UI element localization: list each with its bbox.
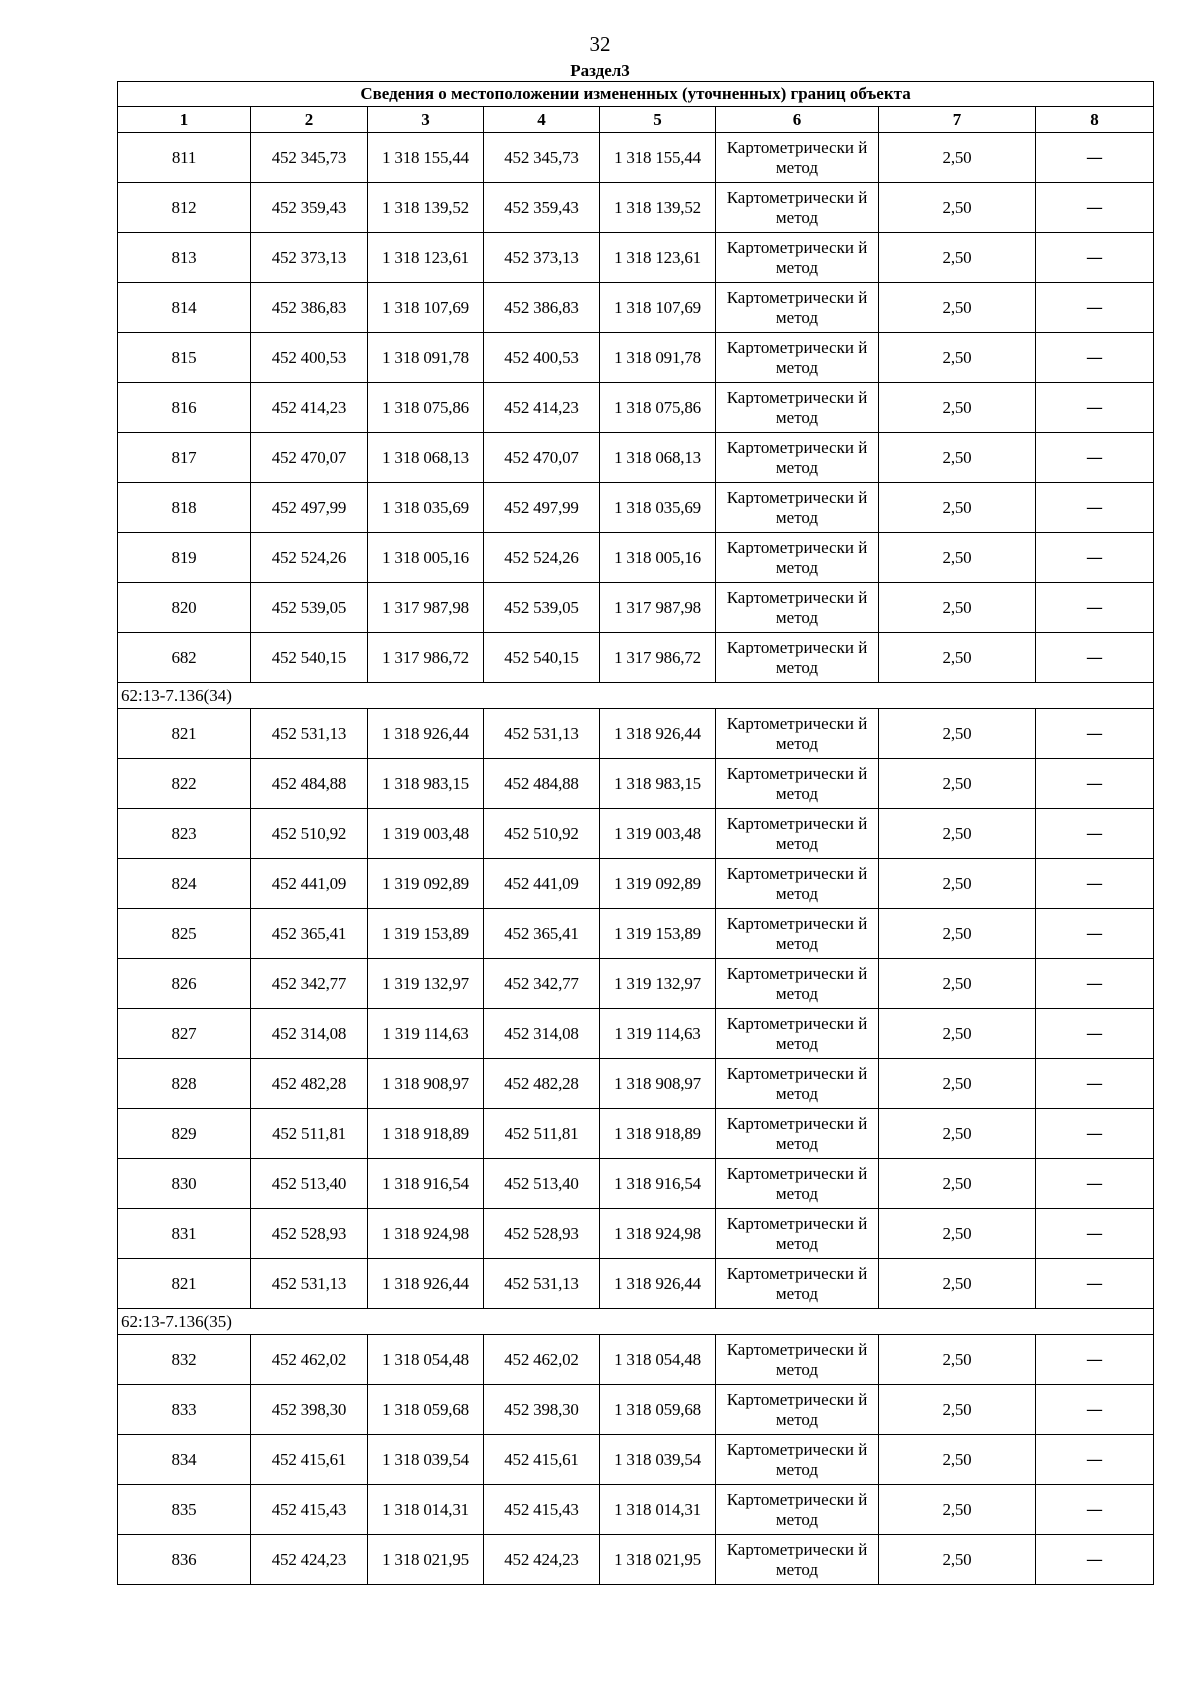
y-new-cell: 1 318 014,31 (600, 1485, 716, 1535)
x-existing-cell: 452 415,61 (251, 1435, 368, 1485)
x-existing-cell: 452 400,53 (251, 333, 368, 383)
note-cell: — (1036, 809, 1154, 859)
accuracy-cell: 2,50 (879, 1159, 1036, 1209)
accuracy-cell: 2,50 (879, 1259, 1036, 1309)
y-existing-cell: 1 319 003,48 (368, 809, 484, 859)
point-number-cell: 825 (118, 909, 251, 959)
y-existing-cell: 1 318 068,13 (368, 433, 484, 483)
note-cell: — (1036, 959, 1154, 1009)
x-existing-cell: 452 470,07 (251, 433, 368, 483)
note-cell: — (1036, 1259, 1154, 1309)
column-header: 7 (879, 107, 1036, 133)
x-new-cell: 452 531,13 (484, 1259, 600, 1309)
column-header: 1 (118, 107, 251, 133)
method-cell: Картометрически й метод (716, 533, 879, 583)
column-header: 2 (251, 107, 368, 133)
y-existing-cell: 1 318 918,89 (368, 1109, 484, 1159)
point-number-cell: 818 (118, 483, 251, 533)
column-header: 8 (1036, 107, 1154, 133)
point-number-cell: 819 (118, 533, 251, 583)
accuracy-cell: 2,50 (879, 533, 1036, 583)
table-body (118, 133, 1154, 1585)
method-cell: Картометрически й метод (716, 133, 879, 183)
table-row (118, 1109, 1154, 1159)
x-existing-cell: 452 524,26 (251, 533, 368, 583)
table-row (118, 859, 1154, 909)
x-existing-cell: 452 365,41 (251, 909, 368, 959)
point-number-cell: 814 (118, 283, 251, 333)
method-cell: Картометрически й метод (716, 1209, 879, 1259)
method-cell: Картометрически й метод (716, 283, 879, 333)
y-existing-cell: 1 318 916,54 (368, 1159, 484, 1209)
y-new-cell: 1 319 153,89 (600, 909, 716, 959)
y-new-cell: 1 317 986,72 (600, 633, 716, 683)
accuracy-cell: 2,50 (879, 1009, 1036, 1059)
y-new-cell: 1 318 068,13 (600, 433, 716, 483)
accuracy-cell: 2,50 (879, 709, 1036, 759)
accuracy-cell: 2,50 (879, 183, 1036, 233)
y-new-cell: 1 317 987,98 (600, 583, 716, 633)
point-number-cell: 836 (118, 1535, 251, 1585)
table-row (118, 483, 1154, 533)
x-existing-cell: 452 513,40 (251, 1159, 368, 1209)
y-existing-cell: 1 318 908,97 (368, 1059, 484, 1109)
accuracy-cell: 2,50 (879, 1485, 1036, 1535)
table-row (118, 1009, 1154, 1059)
x-new-cell: 452 484,88 (484, 759, 600, 809)
group-label-row (118, 1309, 1154, 1335)
y-existing-cell: 1 318 014,31 (368, 1485, 484, 1535)
x-new-cell: 452 540,15 (484, 633, 600, 683)
boundary-coordinates-table (117, 81, 1154, 1585)
method-cell: Картометрически й метод (716, 1385, 879, 1435)
x-new-cell: 452 359,43 (484, 183, 600, 233)
x-existing-cell: 452 511,81 (251, 1109, 368, 1159)
method-cell: Картометрически й метод (716, 709, 879, 759)
method-cell: Картометрически й метод (716, 1535, 879, 1585)
point-number-cell: 827 (118, 1009, 251, 1059)
x-existing-cell: 452 386,83 (251, 283, 368, 333)
y-existing-cell: 1 318 926,44 (368, 709, 484, 759)
accuracy-cell: 2,50 (879, 1435, 1036, 1485)
accuracy-cell: 2,50 (879, 1335, 1036, 1385)
x-new-cell: 452 342,77 (484, 959, 600, 1009)
y-existing-cell: 1 318 139,52 (368, 183, 484, 233)
table-row (118, 233, 1154, 283)
x-new-cell: 452 345,73 (484, 133, 600, 183)
y-existing-cell: 1 318 054,48 (368, 1335, 484, 1385)
note-cell: — (1036, 709, 1154, 759)
x-existing-cell: 452 314,08 (251, 1009, 368, 1059)
method-cell: Картометрически й метод (716, 1259, 879, 1309)
y-existing-cell: 1 318 059,68 (368, 1385, 484, 1435)
column-header: 4 (484, 107, 600, 133)
table-row (118, 333, 1154, 383)
x-new-cell: 452 415,43 (484, 1485, 600, 1535)
point-number-cell: 817 (118, 433, 251, 483)
point-number-cell: 824 (118, 859, 251, 909)
y-new-cell: 1 318 155,44 (600, 133, 716, 183)
x-new-cell: 452 373,13 (484, 233, 600, 283)
table-caption-row (118, 82, 1154, 107)
accuracy-cell: 2,50 (879, 333, 1036, 383)
x-new-cell: 452 510,92 (484, 809, 600, 859)
y-new-cell: 1 318 924,98 (600, 1209, 716, 1259)
table-row (118, 533, 1154, 583)
method-cell: Картометрически й метод (716, 233, 879, 283)
y-new-cell: 1 318 926,44 (600, 1259, 716, 1309)
y-existing-cell: 1 318 091,78 (368, 333, 484, 383)
y-new-cell: 1 319 092,89 (600, 859, 716, 909)
point-number-cell: 815 (118, 333, 251, 383)
y-existing-cell: 1 318 926,44 (368, 1259, 484, 1309)
method-cell: Картометрически й метод (716, 633, 879, 683)
table-row (118, 1209, 1154, 1259)
y-new-cell: 1 318 091,78 (600, 333, 716, 383)
y-existing-cell: 1 317 987,98 (368, 583, 484, 633)
note-cell: — (1036, 233, 1154, 283)
y-new-cell: 1 319 132,97 (600, 959, 716, 1009)
y-new-cell: 1 318 059,68 (600, 1385, 716, 1435)
point-number-cell: 816 (118, 383, 251, 433)
accuracy-cell: 2,50 (879, 233, 1036, 283)
x-existing-cell: 452 528,93 (251, 1209, 368, 1259)
note-cell: — (1036, 1159, 1154, 1209)
method-cell: Картометрически й метод (716, 1335, 879, 1385)
y-new-cell: 1 318 075,86 (600, 383, 716, 433)
x-new-cell: 452 462,02 (484, 1335, 600, 1385)
x-existing-cell: 452 462,02 (251, 1335, 368, 1385)
point-number-cell: 812 (118, 183, 251, 233)
y-existing-cell: 1 318 107,69 (368, 283, 484, 333)
table-caption: Сведения о местоположении измененных (уточненных) границ объекта (118, 82, 1154, 107)
method-cell: Картометрически й метод (716, 809, 879, 859)
point-number-cell: 832 (118, 1335, 251, 1385)
method-cell: Картометрически й метод (716, 183, 879, 233)
x-new-cell: 452 398,30 (484, 1385, 600, 1435)
table-row (118, 133, 1154, 183)
table-row (118, 183, 1154, 233)
method-cell: Картометрически й метод (716, 1009, 879, 1059)
accuracy-cell: 2,50 (879, 1385, 1036, 1435)
point-number-cell: 820 (118, 583, 251, 633)
y-new-cell: 1 319 003,48 (600, 809, 716, 859)
point-number-cell: 835 (118, 1485, 251, 1535)
x-new-cell: 452 415,61 (484, 1435, 600, 1485)
method-cell: Картометрически й метод (716, 1159, 879, 1209)
accuracy-cell: 2,50 (879, 1109, 1036, 1159)
y-existing-cell: 1 318 155,44 (368, 133, 484, 183)
x-new-cell: 452 528,93 (484, 1209, 600, 1259)
x-new-cell: 452 482,28 (484, 1059, 600, 1109)
point-number-cell: 821 (118, 709, 251, 759)
note-cell: — (1036, 1535, 1154, 1585)
y-existing-cell: 1 318 021,95 (368, 1535, 484, 1585)
method-cell: Картометрически й метод (716, 333, 879, 383)
y-new-cell: 1 318 054,48 (600, 1335, 716, 1385)
method-cell: Картометрически й метод (716, 483, 879, 533)
note-cell: — (1036, 1209, 1154, 1259)
column-header: 5 (600, 107, 716, 133)
y-existing-cell: 1 318 924,98 (368, 1209, 484, 1259)
table-row (118, 759, 1154, 809)
y-new-cell: 1 318 035,69 (600, 483, 716, 533)
method-cell: Картометрически й метод (716, 859, 879, 909)
y-new-cell: 1 318 908,97 (600, 1059, 716, 1109)
x-existing-cell: 452 414,23 (251, 383, 368, 433)
accuracy-cell: 2,50 (879, 433, 1036, 483)
x-new-cell: 452 365,41 (484, 909, 600, 959)
x-existing-cell: 452 424,23 (251, 1535, 368, 1585)
table-header-row (118, 107, 1154, 133)
accuracy-cell: 2,50 (879, 583, 1036, 633)
note-cell: — (1036, 1385, 1154, 1435)
y-existing-cell: 1 318 123,61 (368, 233, 484, 283)
x-existing-cell: 452 510,92 (251, 809, 368, 859)
column-header: 6 (716, 107, 879, 133)
x-new-cell: 452 524,26 (484, 533, 600, 583)
point-number-cell: 834 (118, 1435, 251, 1485)
x-new-cell: 452 511,81 (484, 1109, 600, 1159)
point-number-cell: 833 (118, 1385, 251, 1435)
method-cell: Картометрически й метод (716, 1435, 879, 1485)
note-cell: — (1036, 533, 1154, 583)
x-existing-cell: 452 345,73 (251, 133, 368, 183)
x-new-cell: 452 386,83 (484, 283, 600, 333)
method-cell: Картометрически й метод (716, 383, 879, 433)
group-label-row (118, 683, 1154, 709)
point-number-cell: 831 (118, 1209, 251, 1259)
note-cell: — (1036, 1009, 1154, 1059)
note-cell: — (1036, 183, 1154, 233)
accuracy-cell: 2,50 (879, 809, 1036, 859)
method-cell: Картометрически й метод (716, 759, 879, 809)
table-row (118, 383, 1154, 433)
x-new-cell: 452 424,23 (484, 1535, 600, 1585)
x-new-cell: 452 400,53 (484, 333, 600, 383)
x-new-cell: 452 314,08 (484, 1009, 600, 1059)
table-row (118, 959, 1154, 1009)
table-row (118, 709, 1154, 759)
cadastral-group-label: 62:13-7.136(35) (118, 1309, 1154, 1335)
y-new-cell: 1 318 983,15 (600, 759, 716, 809)
x-existing-cell: 452 531,13 (251, 709, 368, 759)
note-cell: — (1036, 759, 1154, 809)
y-existing-cell: 1 318 035,69 (368, 483, 484, 533)
y-new-cell: 1 318 005,16 (600, 533, 716, 583)
table-row (118, 909, 1154, 959)
x-new-cell: 452 497,99 (484, 483, 600, 533)
table-row (118, 1535, 1154, 1585)
table-row (118, 583, 1154, 633)
y-existing-cell: 1 318 983,15 (368, 759, 484, 809)
y-new-cell: 1 319 114,63 (600, 1009, 716, 1059)
note-cell: — (1036, 383, 1154, 433)
point-number-cell: 682 (118, 633, 251, 683)
x-existing-cell: 452 415,43 (251, 1485, 368, 1535)
y-new-cell: 1 318 918,89 (600, 1109, 716, 1159)
x-new-cell: 452 539,05 (484, 583, 600, 633)
y-existing-cell: 1 319 153,89 (368, 909, 484, 959)
note-cell: — (1036, 633, 1154, 683)
method-cell: Картометрически й метод (716, 1485, 879, 1535)
table-row (118, 433, 1154, 483)
y-new-cell: 1 318 123,61 (600, 233, 716, 283)
point-number-cell: 829 (118, 1109, 251, 1159)
page-number: 32 (589, 32, 611, 56)
x-new-cell: 452 414,23 (484, 383, 600, 433)
table-row (118, 1159, 1154, 1209)
accuracy-cell: 2,50 (879, 133, 1036, 183)
x-existing-cell: 452 540,15 (251, 633, 368, 683)
point-number-cell: 822 (118, 759, 251, 809)
x-new-cell: 452 531,13 (484, 709, 600, 759)
note-cell: — (1036, 859, 1154, 909)
note-cell: — (1036, 1435, 1154, 1485)
method-cell: Картометрически й метод (716, 1059, 879, 1109)
x-existing-cell: 452 398,30 (251, 1385, 368, 1435)
y-new-cell: 1 318 039,54 (600, 1435, 716, 1485)
accuracy-cell: 2,50 (879, 483, 1036, 533)
x-new-cell: 452 470,07 (484, 433, 600, 483)
point-number-cell: 826 (118, 959, 251, 1009)
y-new-cell: 1 318 139,52 (600, 183, 716, 233)
note-cell: — (1036, 1109, 1154, 1159)
column-header: 3 (368, 107, 484, 133)
x-existing-cell: 452 484,88 (251, 759, 368, 809)
accuracy-cell: 2,50 (879, 1535, 1036, 1585)
note-cell: — (1036, 1485, 1154, 1535)
y-existing-cell: 1 319 132,97 (368, 959, 484, 1009)
note-cell: — (1036, 1059, 1154, 1109)
note-cell: — (1036, 433, 1154, 483)
table-row (118, 809, 1154, 859)
y-existing-cell: 1 318 005,16 (368, 533, 484, 583)
x-existing-cell: 452 342,77 (251, 959, 368, 1009)
accuracy-cell: 2,50 (879, 859, 1036, 909)
table-row (118, 1485, 1154, 1535)
accuracy-cell: 2,50 (879, 759, 1036, 809)
y-new-cell: 1 318 021,95 (600, 1535, 716, 1585)
method-cell: Картометрически й метод (716, 583, 879, 633)
point-number-cell: 811 (118, 133, 251, 183)
table-row (118, 1059, 1154, 1109)
note-cell: — (1036, 133, 1154, 183)
x-existing-cell: 452 359,43 (251, 183, 368, 233)
note-cell: — (1036, 1335, 1154, 1385)
x-existing-cell: 452 373,13 (251, 233, 368, 283)
y-existing-cell: 1 318 039,54 (368, 1435, 484, 1485)
point-number-cell: 821 (118, 1259, 251, 1309)
y-new-cell: 1 318 916,54 (600, 1159, 716, 1209)
note-cell: — (1036, 583, 1154, 633)
table-row (118, 1335, 1154, 1385)
x-existing-cell: 452 497,99 (251, 483, 368, 533)
point-number-cell: 828 (118, 1059, 251, 1109)
table-row (118, 1385, 1154, 1435)
method-cell: Картометрически й метод (716, 1109, 879, 1159)
table-row (118, 283, 1154, 333)
table-row (118, 1435, 1154, 1485)
table-row (118, 633, 1154, 683)
y-new-cell: 1 318 107,69 (600, 283, 716, 333)
y-existing-cell: 1 317 986,72 (368, 633, 484, 683)
x-new-cell: 452 513,40 (484, 1159, 600, 1209)
y-existing-cell: 1 319 092,89 (368, 859, 484, 909)
y-new-cell: 1 318 926,44 (600, 709, 716, 759)
accuracy-cell: 2,50 (879, 1209, 1036, 1259)
x-existing-cell: 452 539,05 (251, 583, 368, 633)
note-cell: — (1036, 333, 1154, 383)
method-cell: Картометрически й метод (716, 959, 879, 1009)
accuracy-cell: 2,50 (879, 1059, 1036, 1109)
note-cell: — (1036, 283, 1154, 333)
x-existing-cell: 452 482,28 (251, 1059, 368, 1109)
x-existing-cell: 452 531,13 (251, 1259, 368, 1309)
accuracy-cell: 2,50 (879, 283, 1036, 333)
x-existing-cell: 452 441,09 (251, 859, 368, 909)
y-existing-cell: 1 319 114,63 (368, 1009, 484, 1059)
accuracy-cell: 2,50 (879, 383, 1036, 433)
cadastral-group-label: 62:13-7.136(34) (118, 683, 1154, 709)
x-new-cell: 452 441,09 (484, 859, 600, 909)
point-number-cell: 823 (118, 809, 251, 859)
point-number-cell: 830 (118, 1159, 251, 1209)
accuracy-cell: 2,50 (879, 959, 1036, 1009)
note-cell: — (1036, 909, 1154, 959)
note-cell: — (1036, 483, 1154, 533)
method-cell: Картометрически й метод (716, 433, 879, 483)
method-cell: Картометрически й метод (716, 909, 879, 959)
section-title: Раздел3 (570, 61, 630, 80)
y-existing-cell: 1 318 075,86 (368, 383, 484, 433)
point-number-cell: 813 (118, 233, 251, 283)
accuracy-cell: 2,50 (879, 633, 1036, 683)
table-row (118, 1259, 1154, 1309)
accuracy-cell: 2,50 (879, 909, 1036, 959)
